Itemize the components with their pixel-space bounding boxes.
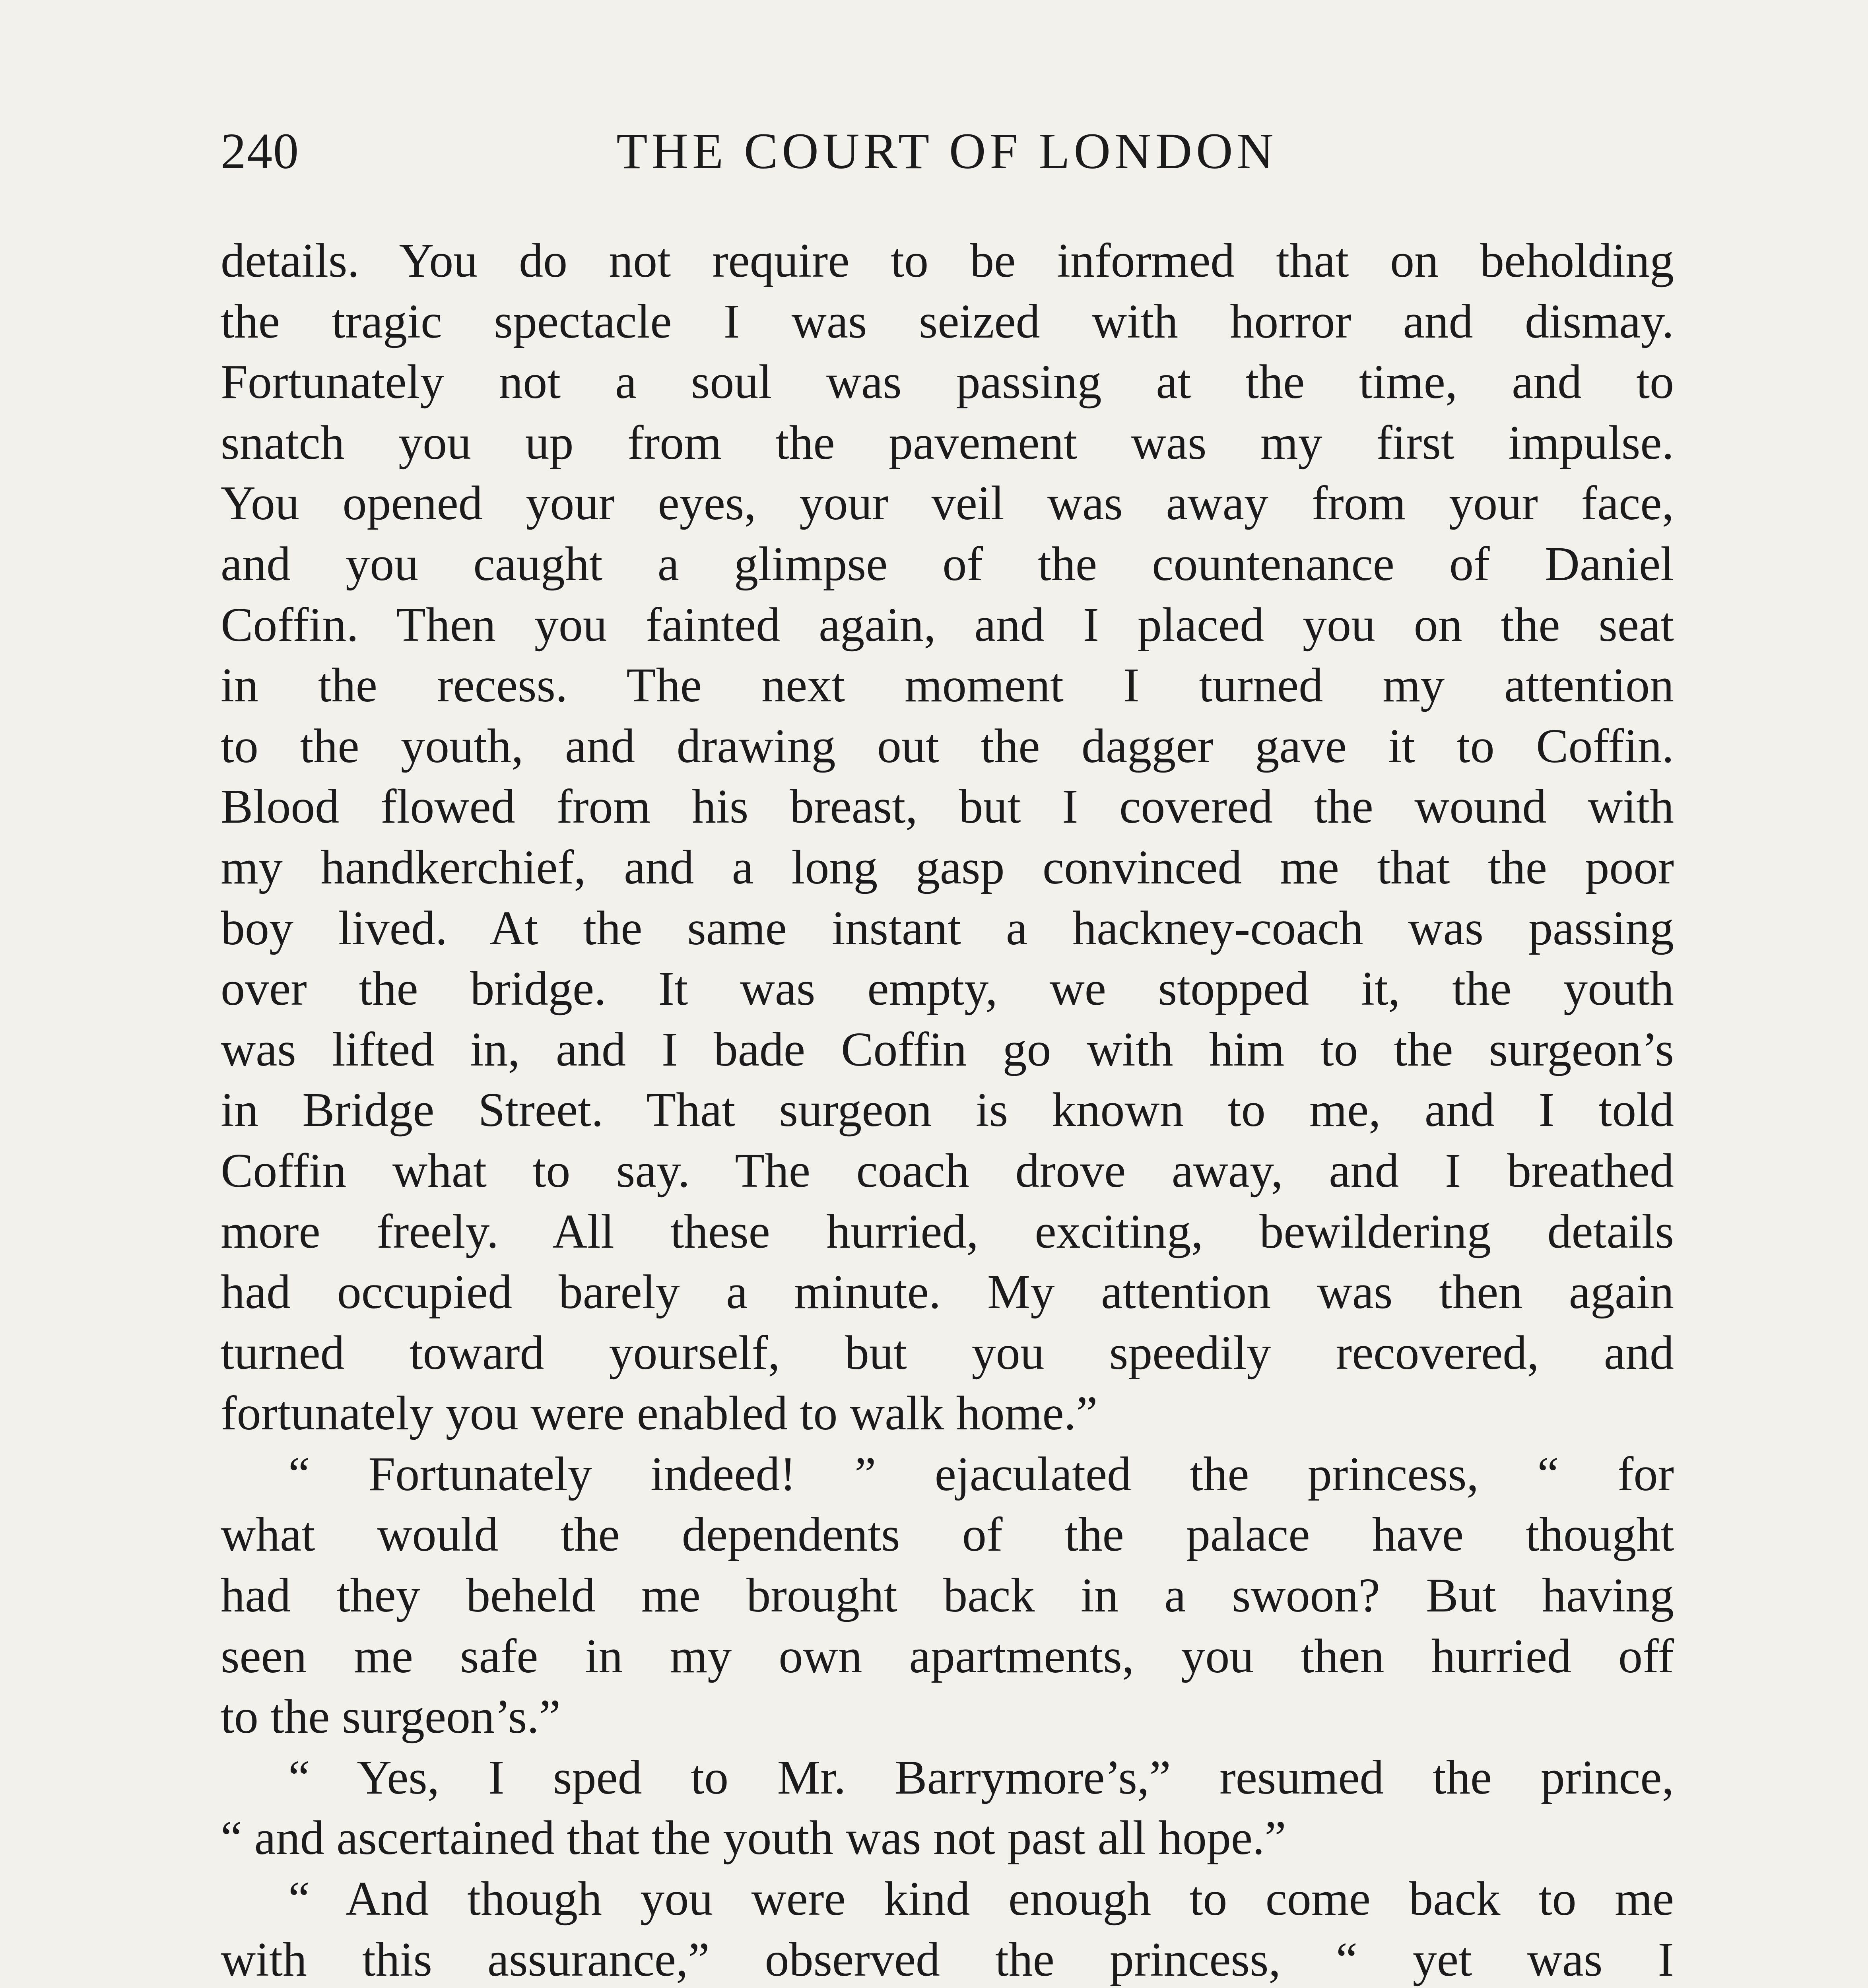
running-title: THE COURT OF LONDON (616, 123, 1278, 179)
text-line: snatch you up from the pavement was my first impulse. (221, 415, 1674, 470)
text-line: “ and ascertained that the youth was not past all hope.” (221, 1811, 1286, 1865)
text-line: You opened your eyes, your veil was away from your face, (221, 476, 1674, 530)
text-line: “ And though you were kind enough to come back to me (288, 1872, 1674, 1926)
text-line: had occupied barely a minute. My attention was then again (221, 1265, 1674, 1319)
text-line: to the youth, and drawing out the dagger gave it to Coffin. (221, 719, 1674, 773)
text-line: to the surgeon’s.” (221, 1690, 561, 1744)
page-number: 240 (221, 123, 299, 179)
text-line: turned toward yourself, but you speedily recovered, and (221, 1326, 1674, 1380)
text-line: more freely. All these hurried, exciting, bewildering details (221, 1204, 1674, 1258)
body-text (221, 231, 1674, 1988)
text-line: had they beheld me brought back in a swoon? But having (221, 1569, 1674, 1623)
text-line: in Bridge Street. That surgeon is known to me, and I told (221, 1083, 1674, 1137)
text-line: “ Yes, I sped to Mr. Barrymore’s,” resumed the prince, (288, 1750, 1674, 1804)
text-line: my handkerchief, and a long gasp convinced me that the poor (221, 840, 1674, 894)
text-line: details. You do not require to be informed that on beholding (221, 234, 1674, 287)
text-line: seen me safe in my own apartments, you then hurried off (221, 1629, 1674, 1683)
text-line: Fortunately not a soul was passing at the time, and to (221, 355, 1674, 409)
text-line: Coffin what to say. The coach drove away, and I breathed (221, 1143, 1674, 1198)
text-line: in the recess. The next moment I turned my attention (221, 658, 1674, 712)
text-line: “ Fortunately indeed! ” ejaculated the princess, “ for (288, 1447, 1674, 1501)
text-line: the tragic spectacle I was seized with horror and dismay. (221, 294, 1674, 348)
page-header (221, 121, 1673, 181)
text-line: with this assurance,” observed the princess, “ yet was I (221, 1932, 1674, 1986)
text-line: Blood flowed from his breast, but I covered the wound with (221, 780, 1674, 834)
text-line: fortunately you were enabled to walk home.” (221, 1386, 1098, 1441)
text-line: and you caught a glimpse of the countenance of Daniel (221, 537, 1674, 591)
text-line: boy lived. At the same instant a hackney-coach was passing (221, 901, 1674, 955)
text-line: Coffin. Then you fainted again, and I placed you on the seat (221, 598, 1674, 652)
text-line: what would the dependents of the palace have thought (221, 1508, 1674, 1562)
text-line: was lifted in, and I bade Coffin go with him to the surgeon’s (221, 1022, 1674, 1076)
text-line: over the bridge. It was empty, we stopped it, the youth (221, 962, 1674, 1016)
